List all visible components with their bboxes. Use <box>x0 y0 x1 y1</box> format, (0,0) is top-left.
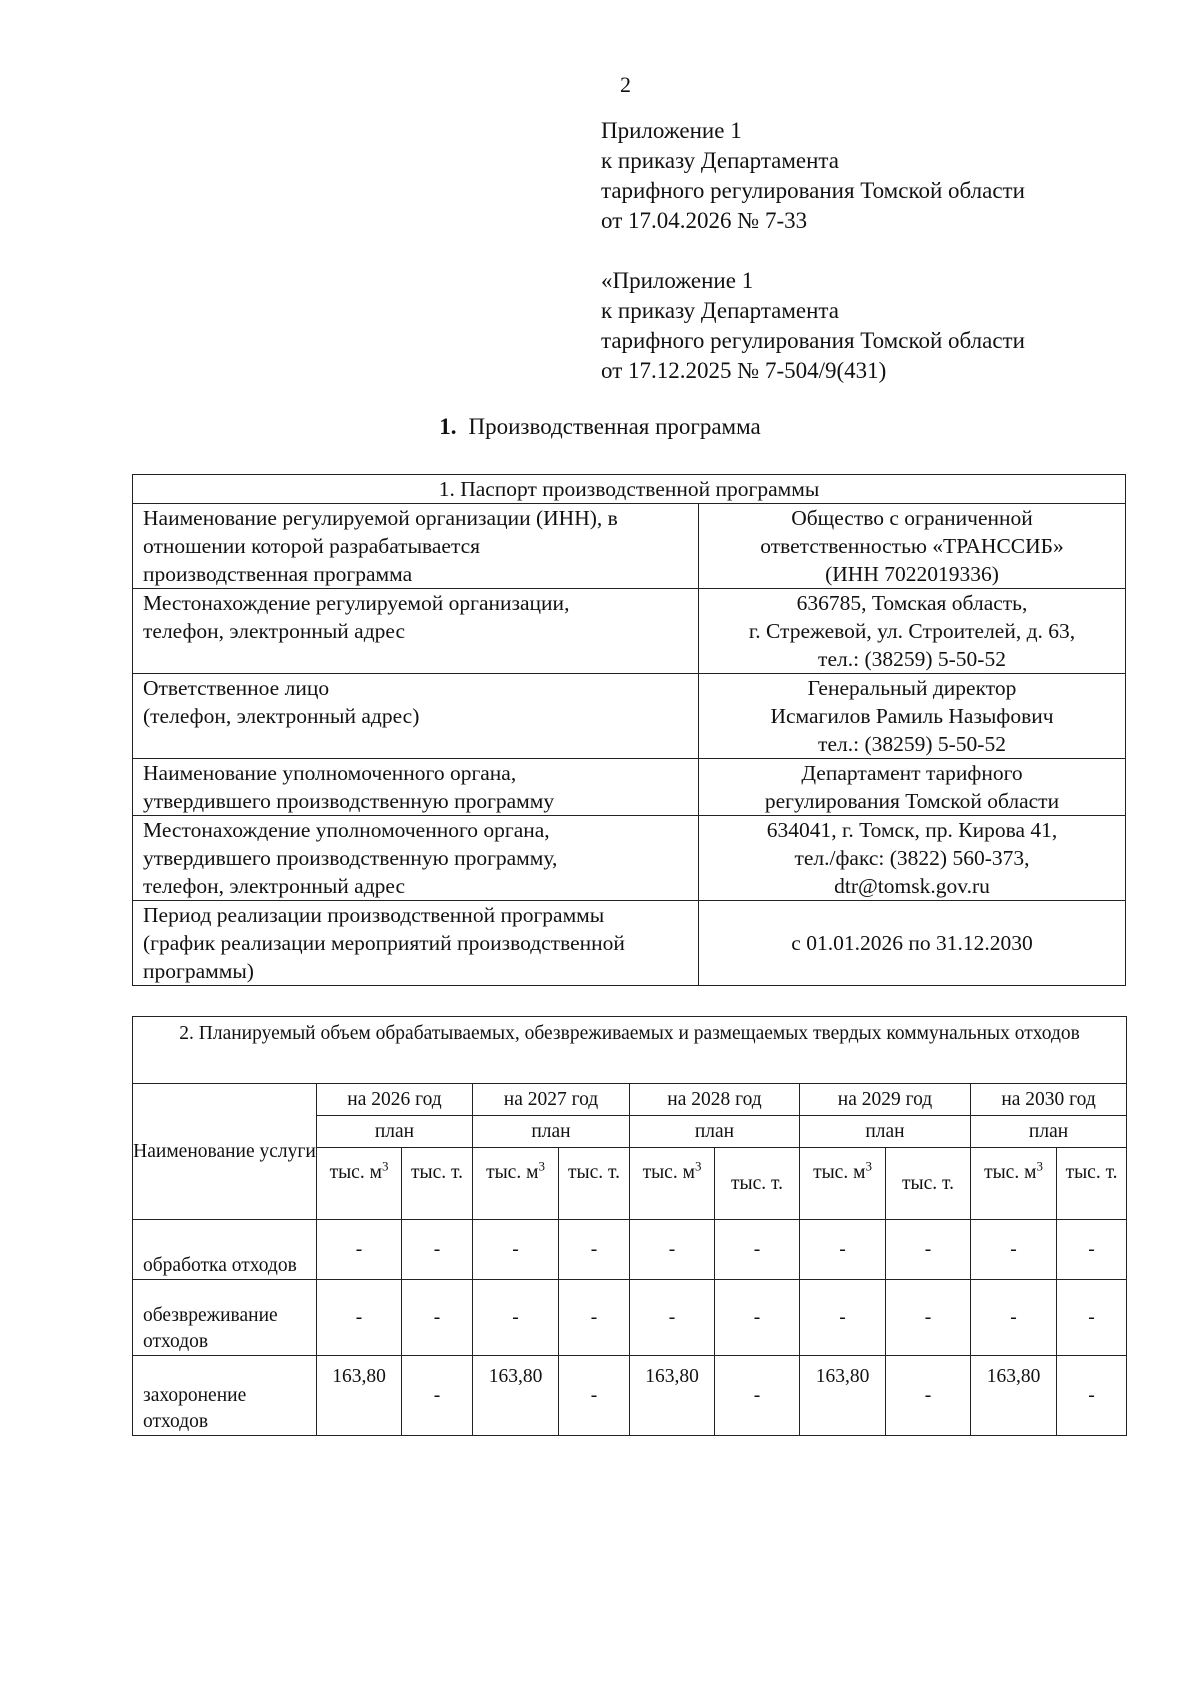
passport-row <box>133 589 1126 674</box>
value-cell: - <box>317 1280 402 1356</box>
passport-label-line: Наименование регулируемой организации (ИНН), в <box>143 506 618 530</box>
passport-value-line: Исмагилов Рамиль Назыфович <box>770 704 1054 728</box>
service-column-header: Наименование услуги <box>133 1084 317 1220</box>
passport-value-line: Департамент тарифного <box>801 761 1023 785</box>
year-header: на 2029 год <box>800 1084 971 1116</box>
passport-label-line: Период реализации производственной программы <box>143 903 605 927</box>
value-cell: - <box>886 1220 971 1280</box>
value-cell: - <box>886 1356 971 1436</box>
passport-value-line: Общество с ограниченной <box>791 506 1033 530</box>
service-name: обработка отходов <box>133 1220 317 1280</box>
passport-value-line: (ИНН 7022019336) <box>825 562 999 586</box>
unit-volume-header <box>800 1148 886 1220</box>
passport-value-line: с 01.01.2026 по 31.12.2030 <box>791 931 1033 955</box>
year-header: на 2028 год <box>630 1084 800 1116</box>
appendix-line: от 17.04.2026 № 7-33 <box>601 208 808 233</box>
value-cell: 163,80 <box>971 1356 1057 1436</box>
unit-volume-text: тыс. м <box>813 1162 866 1183</box>
unit-volume-header <box>473 1148 559 1220</box>
unit-volume-header <box>317 1148 402 1220</box>
value-cell: - <box>402 1220 473 1280</box>
unit-volume-text: тыс. м <box>329 1162 382 1183</box>
passport-label-line: Местонахождение уполномоченного органа, <box>143 818 550 842</box>
table-row <box>133 1356 1127 1436</box>
passport-label-line: утвердившего производственную программу <box>143 789 555 813</box>
value-cell: - <box>402 1280 473 1356</box>
passport-label-line: производственная программа <box>143 562 413 586</box>
appendix-header-current <box>601 116 1025 236</box>
unit-volume-text: тыс. м <box>486 1162 539 1183</box>
passport-value-line: тел./факс: (3822) 560-373, <box>794 846 1030 870</box>
section-title: Производственная программа <box>468 414 761 439</box>
year-header: на 2026 год <box>317 1084 473 1116</box>
appendix-header-original <box>601 266 1025 386</box>
section-heading <box>0 414 1200 440</box>
value-cell: 163,80 <box>473 1356 559 1436</box>
passport-label-line: (телефон, электронный адрес) <box>143 704 420 728</box>
value-cell: - <box>630 1220 715 1280</box>
value-cell: - <box>1057 1220 1127 1280</box>
passport-value-line: тел.: (38259) 5-50-52 <box>818 732 1006 756</box>
appendix-line: тарифного регулирования Томской области <box>601 328 1025 353</box>
passport-label <box>133 759 699 816</box>
passport-label <box>133 504 699 589</box>
passport-label <box>133 674 699 759</box>
passport-title: 1. Паспорт производственной программы <box>133 475 1126 504</box>
passport-row <box>133 816 1126 901</box>
unit-volume-sup: 3 <box>694 1158 702 1174</box>
passport-title-row <box>133 475 1126 504</box>
passport-table <box>132 474 1126 986</box>
passport-value <box>699 589 1126 674</box>
passport-label-line: отношении которой разрабатывается <box>143 534 481 558</box>
year-header-row <box>133 1084 1127 1116</box>
value-cell: - <box>317 1220 402 1280</box>
unit-mass-header: тыс. т. <box>402 1148 473 1220</box>
value-cell: - <box>473 1280 559 1356</box>
passport-value-line: тел.: (38259) 5-50-52 <box>818 647 1006 671</box>
passport-value <box>699 759 1126 816</box>
unit-volume-header <box>630 1148 715 1220</box>
appendix-line: от 17.12.2025 № 7-504/9(431) <box>601 358 887 383</box>
passport-value <box>699 816 1126 901</box>
passport-row <box>133 759 1126 816</box>
value-cell: - <box>886 1280 971 1356</box>
value-cell: - <box>402 1356 473 1436</box>
passport-value-line: г. Стрежевой, ул. Строителей, д. 63, <box>748 619 1076 643</box>
value-cell: 163,80 <box>800 1356 886 1436</box>
passport-value <box>699 504 1126 589</box>
value-cell: - <box>800 1220 886 1280</box>
unit-volume-sup: 3 <box>1036 1158 1043 1174</box>
value-cell: - <box>1057 1280 1127 1356</box>
waste-volume-table <box>132 1016 1127 1436</box>
unit-mass-header: тыс. т. <box>559 1148 630 1220</box>
plan-header: план <box>473 1116 630 1148</box>
value-cell: - <box>715 1220 800 1280</box>
value-cell: - <box>715 1356 800 1436</box>
value-cell: - <box>971 1280 1057 1356</box>
appendix-line: «Приложение 1 <box>601 268 754 293</box>
passport-value-line: ответственностью «ТРАНССИБ» <box>760 534 1064 558</box>
value-cell: 163,80 <box>630 1356 715 1436</box>
plan-header: план <box>800 1116 971 1148</box>
passport-row <box>133 901 1126 986</box>
volume-title-row <box>133 1017 1127 1084</box>
unit-volume-sup: 3 <box>865 1158 872 1174</box>
section-number: 1. <box>439 414 457 439</box>
passport-label <box>133 901 699 986</box>
value-cell: 163,80 <box>317 1356 402 1436</box>
value-cell: - <box>559 1220 630 1280</box>
passport-value-line: регулирования Томской области <box>764 789 1060 813</box>
passport-label <box>133 589 699 674</box>
passport-row <box>133 674 1126 759</box>
passport-value <box>699 901 1126 986</box>
passport-value-line: 634041, г. Томск, пр. Кирова 41, <box>766 818 1058 842</box>
plan-header: план <box>971 1116 1127 1148</box>
year-header: на 2027 год <box>473 1084 630 1116</box>
appendix-line: тарифного регулирования Томской области <box>601 178 1025 203</box>
page-number: 2 <box>620 72 631 97</box>
unit-volume-sup: 3 <box>538 1158 545 1174</box>
service-name: обезвреживание отходов <box>133 1280 317 1356</box>
appendix-line: Приложение 1 <box>601 118 742 143</box>
value-cell: - <box>800 1280 886 1356</box>
table-row <box>133 1280 1127 1356</box>
passport-label-line: программы) <box>143 959 254 983</box>
passport-label-line: Местонахождение регулируемой организации, <box>143 591 570 615</box>
passport-label-line: (график реализации мероприятий производственной <box>143 931 625 955</box>
passport-value-line: dtr@tomsk.gov.ru <box>834 874 990 898</box>
passport-label <box>133 816 699 901</box>
value-cell: - <box>473 1220 559 1280</box>
passport-value-line: Генеральный директор <box>807 676 1017 700</box>
volume-table-title: 2. Планируемый объем обрабатываемых, обезвреживаемых и размещаемых твердых коммунальных отходов <box>133 1017 1127 1084</box>
year-header: на 2030 год <box>971 1084 1127 1116</box>
passport-label-line: утвердившего производственную программу, <box>143 846 558 870</box>
value-cell: - <box>715 1280 800 1356</box>
passport-row <box>133 504 1126 589</box>
passport-value-line: 636785, Томская область, <box>796 591 1028 615</box>
value-cell: - <box>559 1280 630 1356</box>
unit-volume-text: тыс. м <box>984 1162 1037 1183</box>
table-row <box>133 1220 1127 1280</box>
passport-label-line: телефон, электронный адрес <box>143 874 406 898</box>
passport-label-line: Наименование уполномоченного органа, <box>143 761 517 785</box>
passport-label-line: Ответственное лицо <box>143 676 330 700</box>
value-cell: - <box>630 1280 715 1356</box>
unit-volume-header <box>971 1148 1057 1220</box>
plan-header: план <box>630 1116 800 1148</box>
appendix-line: к приказу Департамента <box>601 298 839 323</box>
value-cell: - <box>1057 1356 1127 1436</box>
appendix-line: к приказу Департамента <box>601 148 839 173</box>
value-cell: - <box>559 1356 630 1436</box>
value-cell: - <box>971 1220 1057 1280</box>
unit-volume-sup: 3 <box>381 1158 389 1174</box>
plan-header: план <box>317 1116 473 1148</box>
unit-volume-text: тыс. м <box>642 1162 695 1183</box>
passport-label-line: телефон, электронный адрес <box>143 619 406 643</box>
unit-mass-header: тыс. т. <box>715 1148 800 1220</box>
service-name: захоронение отходов <box>133 1356 317 1436</box>
passport-value <box>699 674 1126 759</box>
unit-mass-header: тыс. т. <box>1057 1148 1127 1220</box>
unit-mass-header: тыс. т. <box>886 1148 971 1220</box>
